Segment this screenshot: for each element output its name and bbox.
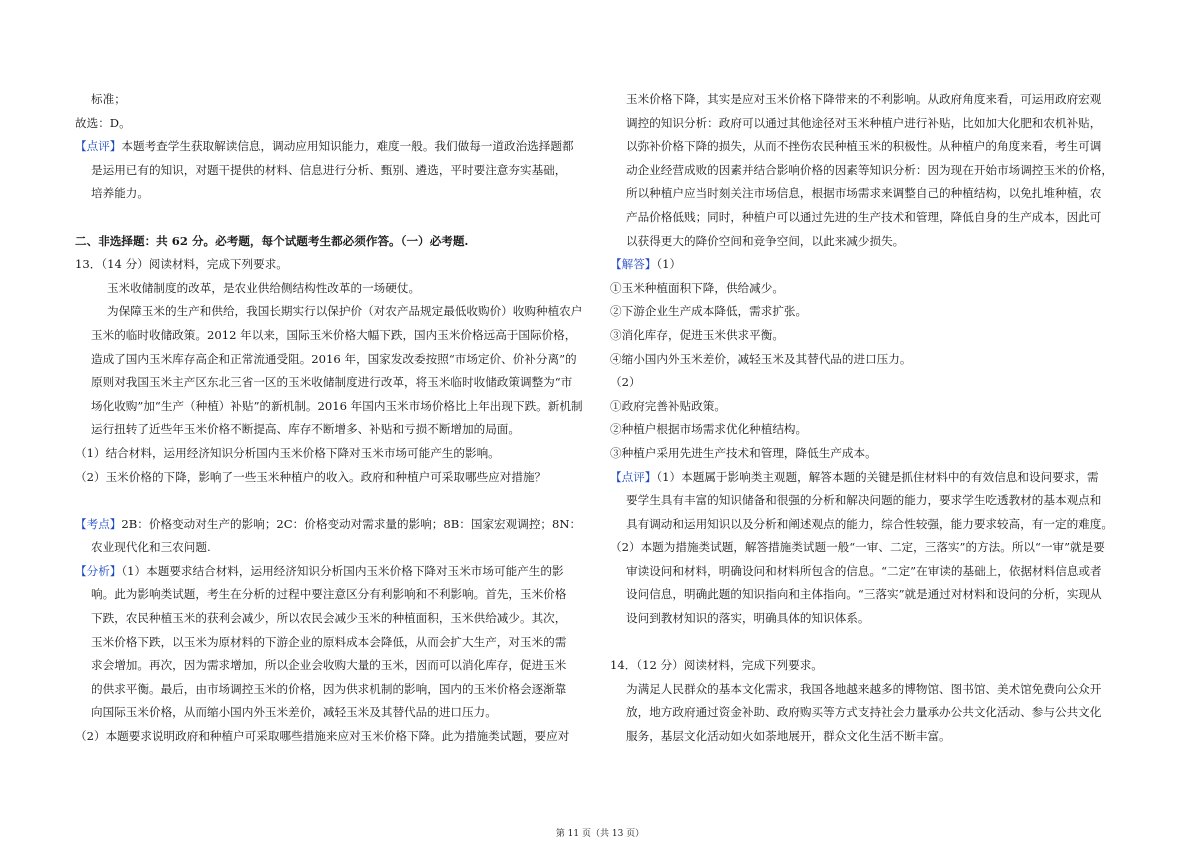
text-line [75, 112, 595, 136]
line-text: （2）本题为措施类试题，解答措施类试题一般“一审、二定，三落实”的方法。所以“一审”就是要 [610, 540, 1105, 555]
text-line [75, 560, 595, 584]
line-text: 要学生具有丰富的知识储备和很强的分析和解决问题的能力，要求学生吃透教材的基本观点和 [626, 493, 1102, 508]
paragraph-gap [610, 631, 1135, 655]
line-text: （1）本题要求结合材料，运用经济知识分析国内玉米价格下降对玉米市场可能产生的影 [121, 563, 564, 578]
text-line [610, 300, 1135, 324]
text-line [75, 159, 595, 183]
text-line [75, 324, 595, 348]
text-line [75, 395, 595, 419]
section-tag: 【解答】 [610, 257, 657, 272]
line-text: 设问信息，明确此题的知识指向和主体指向。“三落实”就是通过对材料和设问的分析，实现从 [626, 587, 1102, 602]
line-text: 设问到教材知识的落实，明确具体的知识体系。 [626, 611, 870, 626]
paragraph-gap [75, 489, 595, 513]
text-line [610, 348, 1135, 372]
text-line [75, 583, 595, 607]
text-line [610, 182, 1135, 206]
line-text: ②种植户根据市场需求优化种植结构。 [610, 422, 808, 437]
text-line [75, 230, 595, 254]
line-text: 二、非选择题：共 62 分。必考题，每个试题考生都必须作答。（一）必考题. [75, 233, 469, 248]
text-line [610, 607, 1135, 631]
text-line [610, 583, 1135, 607]
text-line [610, 230, 1135, 254]
text-line [610, 466, 1135, 490]
section-tag: 【考点】 [75, 516, 122, 531]
text-line [610, 418, 1135, 442]
text-line [75, 442, 595, 466]
text-line [610, 206, 1135, 230]
text-line [610, 513, 1135, 537]
text-line [75, 253, 595, 277]
line-text: 求会增加。再次，因为需求增加，所以企业会收购大量的玉米，因而可以消化库存，促进玉米 [91, 658, 567, 673]
line-text: 本题考查学生获取解读信息，调动应用知识能力，难度一般。我们做每一道政治选择题都 [121, 139, 574, 154]
line-text: 农业现代化和三农问题. [91, 540, 211, 555]
right-column [610, 88, 1135, 749]
line-text: 产品价格低贱；同时，种植户可以通过先进的生产技术和管理，降低自身的生产成本，因此可 [626, 209, 1102, 224]
text-line [610, 371, 1135, 395]
line-text: ①政府完善补贴政策。 [610, 398, 726, 413]
line-text: ③消化库存，促进玉米供求平衡。 [610, 327, 784, 342]
line-text: 具有调动和运用知识以及分析和阐述观点的能力，综合性较强，能力要求较高，有一定的难度。 [626, 516, 1113, 531]
line-text: ③种植户采用先进生产技术和管理，降低生产成本。 [610, 445, 877, 460]
line-text: 培养能力。 [91, 186, 149, 201]
text-line [610, 442, 1135, 466]
text-line [75, 348, 595, 372]
line-text: 为满足人民群众的基本文化需求，我国各地越来越多的博物馆、图书馆、美术馆免费向公众开 [626, 681, 1102, 696]
section-tag: 【分析】 [75, 563, 122, 578]
line-text: 所以种植户应当时刻关注市场信息，根据市场需求来调整自己的种植结构，以免扎堆种植，农 [626, 186, 1102, 201]
line-text: 13．（14 分）阅读材料，完成下列要求。 [75, 257, 288, 272]
line-text: 造成了国内玉米库存高企和正常流通受阻。2016 年，国家发改委按照“市场定价、价补分离”的 [91, 351, 577, 366]
line-text: 14．（12 分）阅读材料，完成下列要求。 [610, 658, 823, 673]
text-line [75, 466, 595, 490]
text-line [610, 536, 1135, 560]
text-line [610, 654, 1135, 678]
line-text: ④缩小国内外玉米差价，减轻玉米及其替代品的进口压力。 [610, 351, 912, 366]
line-text: （2） [610, 375, 641, 390]
text-line [75, 182, 595, 206]
line-text: 响。此为影响类试题，考生在分析的过程中要注意区分有利影响和不利影响。首先，玉米价格 [91, 587, 567, 602]
text-line [610, 135, 1135, 159]
text-line [610, 395, 1135, 419]
line-text: 玉米的临时收储政策。2012 年以来，国际玉米价格大幅下跌，国内玉米价格远高于国际价格， [91, 327, 577, 342]
line-text: 审读设问和材料，明确设问和材料所包含的信息。“二定”在审读的基础上，依据材料信息或者 [626, 563, 1102, 578]
page-footer: 第 11 页（共 13 页） [555, 829, 645, 839]
line-text: （2）本题要求说明政府和种植户可采取哪些措施来应对玉米价格下降。此为措施类试题，要应对 [75, 729, 570, 744]
line-text: ①玉米种植面积下降，供给减少。 [610, 280, 784, 295]
section-tag: 【点评】 [610, 469, 657, 484]
line-text: 玉米价格下降，其实是应对玉米价格下降带来的不利影响。从政府角度来看，可运用政府宏观 [626, 92, 1102, 106]
line-text: 动企业经营成败的因素并结合影响价格的因素等知识分析：因为现在开始市场调控玉米的价格， [626, 162, 1113, 177]
text-line [75, 631, 595, 655]
line-text: 玉米收储制度的改革，是农业供给侧结构性改革的一场硬仗。 [107, 280, 421, 295]
text-line [75, 701, 595, 725]
text-line [610, 324, 1135, 348]
text-line [610, 159, 1135, 183]
line-text: 调控的知识分析：政府可以通过其他途径对玉米种植户进行补贴，比如加大化肥和农机补贴， [626, 115, 1102, 130]
line-text: 标准； [91, 92, 126, 106]
line-text: 场化收购”加“生产（种植）补贴”的新机制。2016 年国内玉米市场价格比上年出现下跌。新机制 [91, 398, 583, 413]
text-line [610, 112, 1135, 136]
line-text: 服务，基层文化活动如火如荼地展开，群众文化生活不断丰富。 [626, 729, 951, 744]
text-line [75, 678, 595, 702]
text-line [75, 536, 595, 560]
text-line [610, 277, 1135, 301]
line-text: 故选：D。 [75, 115, 131, 130]
text-line [610, 701, 1135, 725]
text-line [610, 253, 1135, 277]
text-line [75, 607, 595, 631]
section-tag: 【点评】 [75, 139, 122, 154]
text-line [610, 489, 1135, 513]
line-text: （1）结合材料，运用经济知识分析国内玉米价格下降对玉米市场可能产生的影响。 [75, 445, 500, 460]
text-line [75, 277, 595, 301]
line-text: 原则对我国玉米主产区东北三省一区的玉米收储制度进行改革，将玉米临时收储政策调整为“市 [91, 375, 573, 390]
left-column [75, 88, 595, 749]
text-line [610, 560, 1135, 584]
line-text: 运行扭转了近些年玉米价格不断提高、库存不断增多、补贴和亏损不断增加的局面。 [91, 422, 520, 437]
text-line [75, 725, 595, 749]
text-line [75, 418, 595, 442]
text-line [610, 678, 1135, 702]
line-text: 向国际玉米价格，从而缩小国内外玉米差价，减轻玉米及其替代品的进口压力。 [91, 705, 497, 720]
line-text: （1） [656, 257, 682, 272]
line-text: （2）玉米价格的下降，影响了一些玉米种植户的收入。政府和种植户可采取哪些应对措施？ [75, 469, 547, 484]
paragraph-gap [75, 206, 595, 230]
line-text: 下跌，农民种植玉米的获利会减少，所以农民会减少玉米的种植面积，玉米供给减少。其次， [91, 611, 567, 626]
text-line [75, 513, 595, 537]
text-line [610, 88, 1135, 112]
line-text: 以弥补价格下降的损失，从而不挫伤农民种植玉米的积极性。从种植户的角度来看，考生可调 [626, 139, 1102, 154]
text-line [610, 725, 1135, 749]
text-line [75, 88, 595, 112]
text-line [75, 654, 595, 678]
line-text: 是运用已有的知识，对题干提供的材料、信息进行分析、甄别、遴选，平时要注意夯实基础， [91, 162, 567, 177]
text-line [75, 135, 595, 159]
line-text: ②下游企业生产成本降低，需求扩张。 [610, 304, 808, 319]
line-text: 的供求平衡。最后，由市场调控玉米的价格，因为供求机制的影响，国内的玉米价格会逐渐靠 [91, 681, 567, 696]
line-text: 2B：价格变动对生产的影响；2C：价格变动对需求量的影响；8B：国家宏观调控；8N： [121, 516, 582, 531]
text-line [75, 371, 595, 395]
line-text: （1）本题属于影响类主观题，解答本题的关键是抓住材料中的有效信息和设问要求，需 [656, 469, 1099, 484]
text-line [75, 300, 595, 324]
line-text: 以获得更大的降价空间和竞争空间，以此来减少损失。 [626, 233, 905, 248]
line-text: 玉米价格下跌，以玉米为原材料的下游企业的原料成本会降低，从而会扩大生产，对玉米的需 [91, 634, 567, 649]
line-text: 为保障玉米的生产和供给，我国长期实行以保护价（对农产品规定最低收购价）收购种植农户 [107, 304, 583, 319]
line-text: 放，地方政府通过资金补助、政府购买等方式支持社会力量承办公共文化活动、参与公共文化 [626, 705, 1102, 720]
